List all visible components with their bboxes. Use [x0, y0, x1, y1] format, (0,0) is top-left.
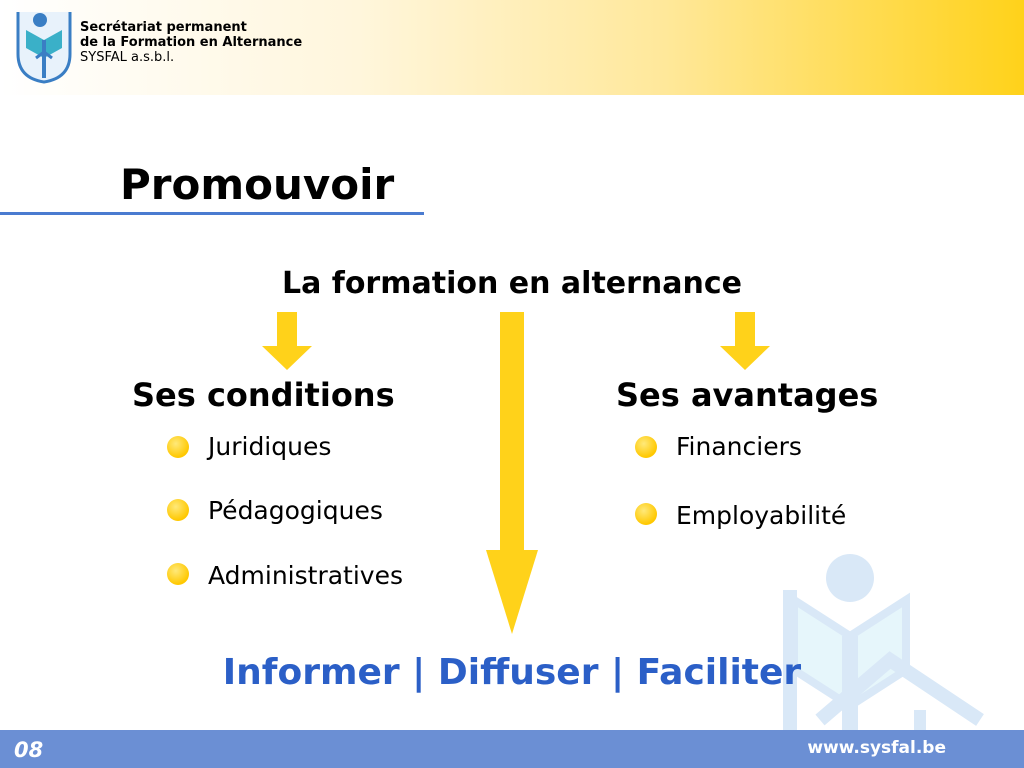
bullet-dot-icon [167, 436, 189, 458]
down-arrow-icon [720, 312, 770, 370]
conditions-heading: Ses conditions [132, 376, 395, 414]
down-arrow-icon [262, 312, 312, 370]
bullet-dot-icon [167, 499, 189, 521]
slogan: Informer | Diffuser | Faciliter [222, 652, 802, 693]
avantages-heading: Ses avantages [616, 376, 879, 414]
org-line-2: de la Formation en Alternance [80, 35, 303, 50]
list-item: Financiers [676, 432, 802, 461]
bullet-dot-icon [635, 503, 657, 525]
bullet-dot-icon [167, 563, 189, 585]
slide-subtitle: La formation en alternance [281, 266, 743, 301]
list-item: Employabilité [676, 501, 847, 530]
org-line-3: SYSFAL a.s.b.l. [80, 50, 175, 65]
org-line-1: Secrétariat permanent [80, 20, 247, 35]
list-item: Pédagogiques [208, 496, 383, 525]
bullet-dot-icon [635, 436, 657, 458]
page-number: 08 [14, 738, 44, 762]
title-underline [0, 212, 424, 215]
down-arrow-icon [486, 312, 538, 634]
slide-title: Promouvoir [120, 160, 395, 209]
website-link[interactable]: www.sysfal.be [807, 738, 946, 758]
organization-name [80, 20, 302, 65]
list-item: Administratives [208, 561, 403, 590]
list-item: Juridiques [208, 432, 332, 461]
sysfal-logo-icon [14, 8, 74, 84]
